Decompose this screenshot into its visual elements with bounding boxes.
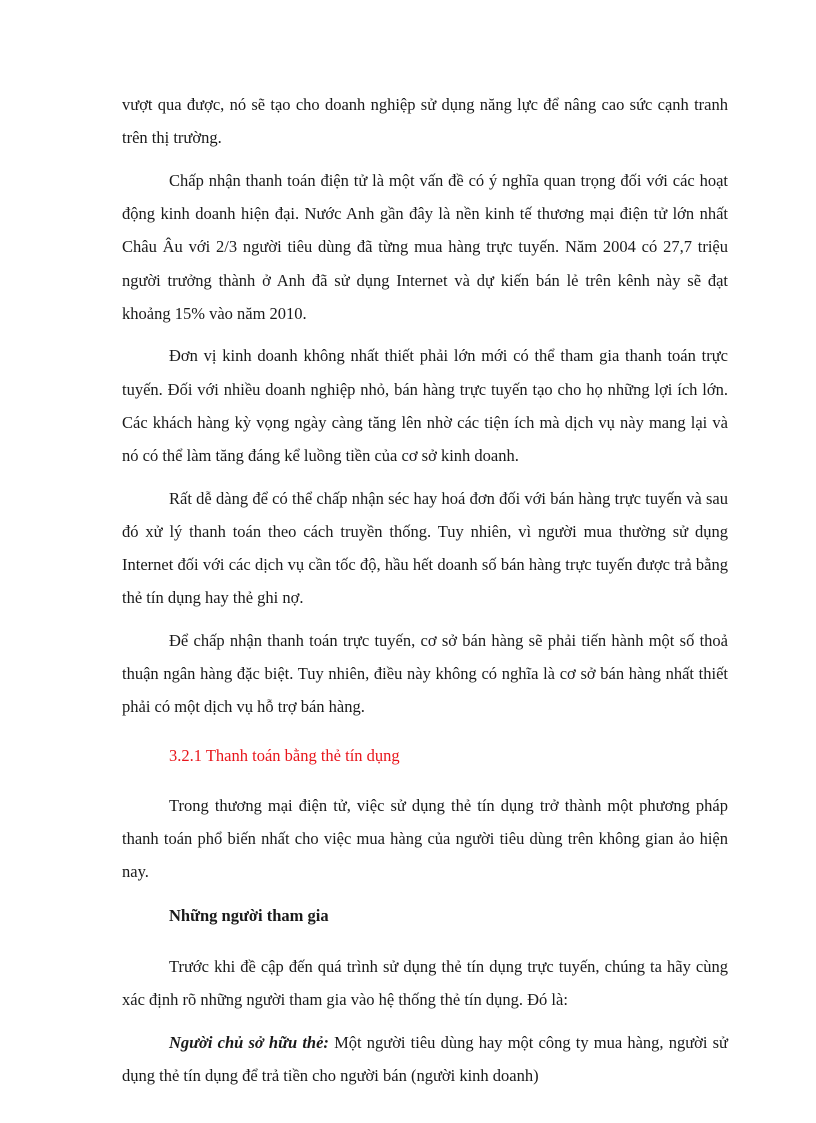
paragraph-credit-card-intro: Trong thương mại điện tử, việc sử dụng thẻ tín dụng trở thành một phương pháp thanh toán phổ biến nhất cho việc mua hàng của người tiêu dùng trên không gian ảo hiện nay. [122, 795, 728, 882]
section-heading: 3.2.1 Thanh toán bằng thẻ tín dụng [169, 745, 400, 765]
paragraph-participants-intro: Trước khi đề cập đến quá trình sử dụng thẻ tín dụng trực tuyến, chúng ta hãy cùng xác định rõ những người tham gia vào hệ thống thẻ tín dụng. Đó là: [122, 956, 728, 1009]
paragraph-business-size: Đơn vị kinh doanh không nhất thiết phải lớn mới có thể tham gia thanh toán trực tuyến. Đối với nhiều doanh nghiệp nhỏ, bán hàng trực tuyến tạo cho họ những lợi ích lớn. Các khách hàng kỳ vọng ngày càng tăng lên nhờ các tiện ích mà dịch vụ này mang lại và nó có thể làm tăng đáng kể luồng tiền của cơ sở kinh doanh. [122, 346, 728, 466]
paragraph-cheque-invoice: Rất dễ dàng để có thể chấp nhận séc hay hoá đơn đối với bán hàng trực tuyến và sau đó xử lý thanh toán theo cách truyền thống. Tuy nhiên, vì người mua thường sử dụng Internet đối với các dịch vụ cần tốc độ, hầu hết doanh số bán hàng trực tuyến được trả bằng thẻ tín dụng hay thẻ ghi nợ. [122, 488, 728, 608]
paragraph-electronic-payment: Chấp nhận thanh toán điện tử là một vấn đề có ý nghĩa quan trọng đối với các hoạt động kinh doanh hiện đại. Nước Anh gần đây là nền kinh tế thương mại điện tử lớn nhất Châu Âu với 2/3 người tiêu dùng đã từng mua hàng trực tuyến. Năm 2004 có 27,7 triệu người trưởng thành ở Anh đã sử dụng Internet và dự kiến bán lẻ trên kênh này sẽ đạt khoảng 15% vào năm 2010. [122, 170, 728, 323]
definition-text: Một người tiêu dùng hay một công ty mua hàng, người sử dụng thẻ tín dụng để trả tiền cho người bán (người kinh doanh) [122, 1032, 729, 1085]
paragraph-bank-agreement: Để chấp nhận thanh toán trực tuyến, cơ sở bán hàng sẽ phải tiến hành một số thoả thuận ngân hàng đặc biệt. Tuy nhiên, điều này không có nghĩa là cơ sở bán hàng nhất thiết phải có một dịch vụ hỗ trợ bán hàng. [122, 631, 728, 717]
subheading-participants: Những người tham gia [169, 906, 329, 926]
paragraph-continuation: vượt qua được, nó sẽ tạo cho doanh nghiệp sử dụng năng lực để nâng cao sức cạnh tranh trên thị trường. [122, 95, 728, 148]
document-page [122, 88, 728, 1101]
definition-cardholder [122, 1026, 728, 1092]
definition-term: Người chủ sở hữu thẻ: [169, 1032, 329, 1052]
